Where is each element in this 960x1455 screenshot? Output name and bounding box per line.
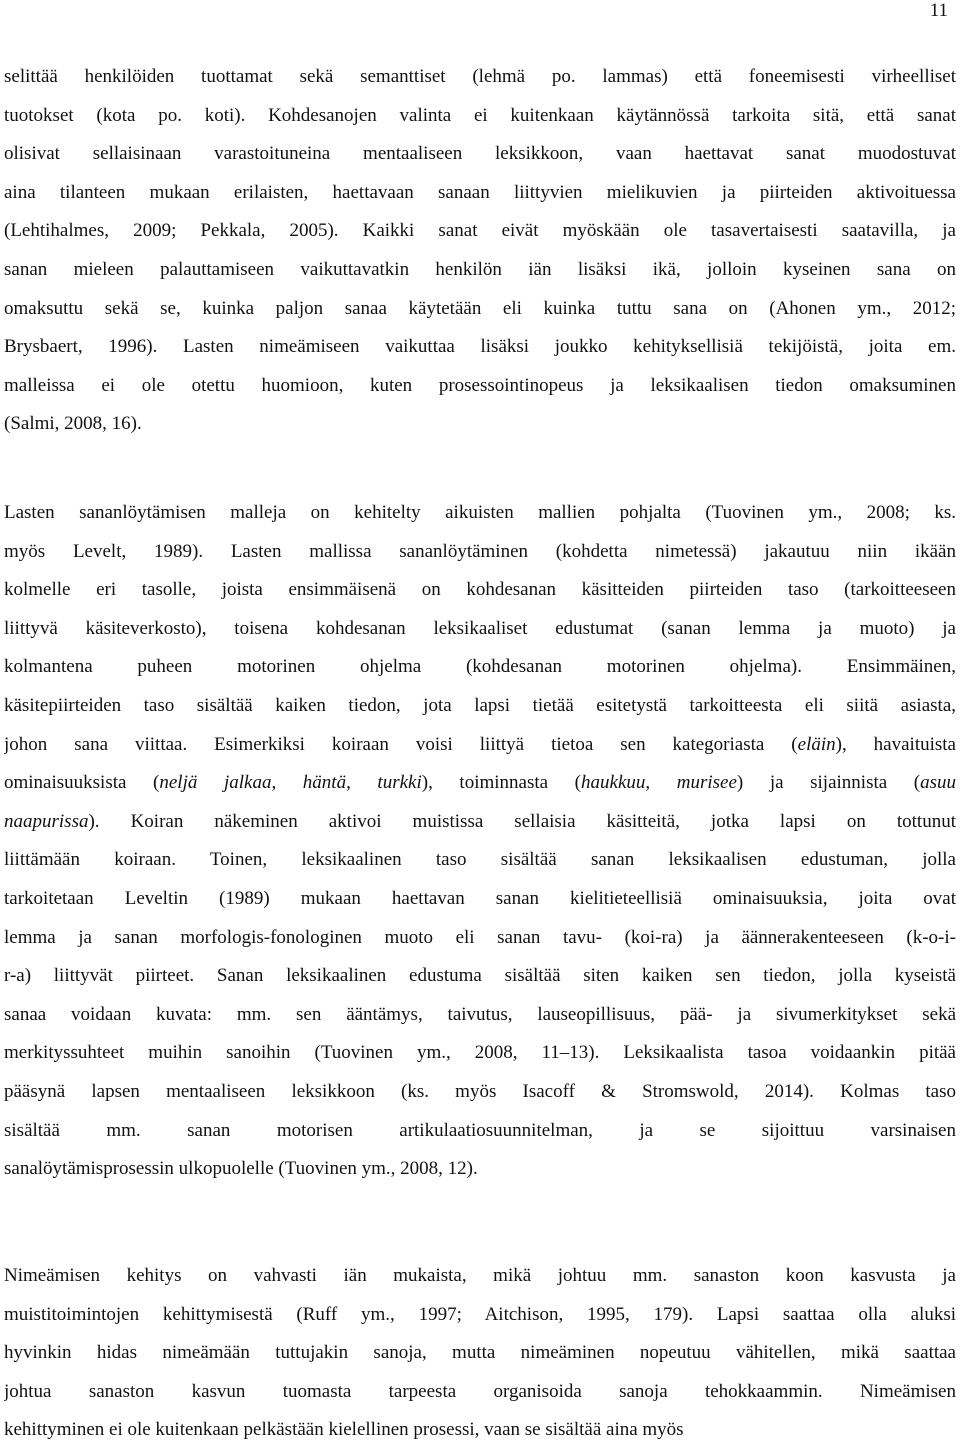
text-segment: r-a) liittyvät piirteet. Sanan leksikaalinen edustuma sisältää siten kaiken sen tiedon, jolla kyseistä <box>4 965 956 987</box>
text-line <box>4 1112 956 1151</box>
text-segment: johon sana viittaa. Esimerkiksi koiraan voisi liittyä tietoa sen kategoriasta ( <box>4 733 798 755</box>
text-line <box>4 1373 956 1412</box>
text-segment: myös Levelt, 1989). Lasten mallissa sananlöytäminen (kohdetta nimetessä) jakautuu niin ikään <box>4 540 956 562</box>
text-line <box>4 367 956 406</box>
italic-text: neljä jalkaa, häntä, turkki <box>159 772 422 794</box>
text-segment: Lasten sananlöytämisen malleja on kehitelty aikuisten mallien pohjalta (Tuovinen ym., 2008; ks. <box>4 502 956 523</box>
italic-text: eläin <box>797 733 836 755</box>
text-segment: muistitoimintojen kehittymisestä (Ruff ym., 1997; Aitchison, 1995, 179). Lapsi saattaa olla aluksi <box>4 1303 956 1325</box>
text-line <box>4 1073 956 1112</box>
text-line <box>4 957 956 996</box>
text-segment: kolmelle eri tasolle, joista ensimmäisenä on kohdesanan käsitteiden piirteiden taso (tarkoitteeseen <box>4 579 956 601</box>
text-segment: ), havaituista <box>835 733 956 755</box>
text-segment: selittää henkilöiden tuottamat sekä semanttiset (lehmä po. lammas) että foneemisesti virheelliset <box>4 66 956 87</box>
text-segment: Nimeämisen kehitys on vahvasti iän mukaista, mikä johtuu mm. sanaston koon kasvusta ja <box>4 1265 956 1286</box>
text-line <box>4 841 956 880</box>
text-line <box>4 687 956 726</box>
text-line <box>4 803 956 842</box>
text-segment: käsitepiirteiden taso sisältää kaiken tiedon, jota lapsi tietää esitetystä tarkoitteesta eli siitä asiasta, <box>4 694 956 716</box>
text-segment: sanalöytämisprosessin ulkopuolelle (Tuovinen ym., 2008, 12). <box>4 1158 478 1180</box>
text-segment: ) ja sijainnista ( <box>736 772 921 794</box>
text-line <box>4 174 956 213</box>
text-line <box>4 919 956 958</box>
text-segment: olisivat sellaisinaan varastoituneina mentaaliseen leksikkoon, vaan haettavat sanat muodostuvat <box>4 143 956 165</box>
text-segment: Brysbaert, 1996). Lasten nimeämiseen vaikuttaa lisäksi joukko kehityksellisiä tekijöistä, joita em. <box>4 336 956 358</box>
text-line <box>4 1150 956 1189</box>
text-segment: sanan mieleen palauttamiseen vaikuttavatkin henkilön iän lisäksi ikä, jolloin kyseinen sana on <box>4 258 956 280</box>
text-line <box>4 571 956 610</box>
text-segment: merkityssuhteet muihin sanoihin (Tuovinen ym., 2008, 11–13). Leksikaalista tasoa voidaankin pitää <box>4 1042 956 1064</box>
text-segment: johtua sanaston kasvun tuomasta tarpeesta organisoida sanoja tehokkaammin. Nimeämisen <box>4 1380 956 1402</box>
italic-text: haukkuu <box>581 772 646 794</box>
text-segment: ), toiminnasta ( <box>421 772 582 794</box>
text-segment: , <box>645 772 677 794</box>
text-segment: pääsynä lapsen mentaaliseen leksikkoon (ks. myös Isacoff & Stromswold, 2014). Kolmas taso <box>4 1080 956 1102</box>
paragraph-3 <box>4 1257 956 1450</box>
text-line <box>4 290 956 329</box>
text-segment: tarkoitetaan Leveltin (1989) mukaan haettavan sanan kielitieteellisiä ominaisuuksia, joita ovat <box>4 887 956 909</box>
text-segment: kolmantena puheen motorinen ohjelma (kohdesanan motorinen ohjelma). Ensimmäinen, <box>4 656 956 678</box>
text-segment: liittämään koiraan. Toinen, leksikaalinen taso sisältää sanan leksikaalisen edustuman, jolla <box>4 849 956 871</box>
text-segment: malleissa ei ole otettu huomioon, kuten prosessointinopeus ja leksikaalisen tiedon omaksuminen <box>4 374 956 396</box>
italic-text: murisee <box>676 772 737 794</box>
text-line <box>4 212 956 251</box>
page-number: 11 <box>929 0 948 21</box>
text-line <box>4 1257 956 1296</box>
text-segment: omaksuttu sekä se, kuinka paljon sanaa käytetään eli kuinka tuttu sana on (Ahonen ym., 2012; <box>4 297 956 319</box>
text-segment: lemma ja sanan morfologis-fonologinen muoto eli sanan tavu- (koi-ra) ja äännerakenteeseen (k-o-i- <box>4 926 956 948</box>
italic-text: asuu <box>920 772 956 794</box>
text-line <box>4 328 956 367</box>
text-line <box>4 764 956 803</box>
text-segment: ). Koiran näkeminen aktivoi muistissa sellaisia käsitteitä, jotka lapsi on tottunut <box>88 810 956 832</box>
text-line <box>4 533 956 572</box>
text-line <box>4 880 956 919</box>
text-line <box>4 610 956 649</box>
text-segment: kehittyminen ei ole kuitenkaan pelkästään kielellinen prosessi, vaan se sisältää aina myös <box>4 1419 684 1441</box>
text-line <box>4 135 956 174</box>
text-line <box>4 1334 956 1373</box>
text-line <box>4 996 956 1035</box>
text-segment: sanaa voidaan kuvata: mm. sen ääntämys, taivutus, lauseopillisuus, pää- ja sivumerkitykset sekä <box>4 1003 956 1025</box>
text-segment: aina tilanteen mukaan erilaisten, haettavaan sanaan liittyvien mielikuvien ja piirteiden aktivoituessa <box>4 181 956 203</box>
text-line <box>4 1411 956 1450</box>
text-line <box>4 97 956 136</box>
paragraph-2 <box>4 494 956 1189</box>
text-segment: ominaisuuksista ( <box>4 772 160 794</box>
text-segment: (Salmi, 2008, 16). <box>4 413 142 435</box>
text-line <box>4 726 956 765</box>
text-line <box>4 1296 956 1335</box>
text-segment: tuotokset (kota po. koti). Kohdesanojen valinta ei kuitenkaan käytännössä tarkoita sitä, että sanat <box>4 104 956 126</box>
text-segment: sisältää mm. sanan motorisen artikulaatiosuunnitelman, ja se sijoittuu varsinaisen <box>4 1119 956 1141</box>
text-segment: liittyvä käsiteverkosto), toisena kohdesanan leksikaaliset edustumat (sanan lemma ja muoto) ja <box>4 617 956 639</box>
text-line <box>4 494 956 533</box>
text-line <box>4 251 956 290</box>
italic-text: naapurissa <box>4 810 89 832</box>
text-line <box>4 1034 956 1073</box>
text-segment: (Lehtihalmes, 2009; Pekkala, 2005). Kaikki sanat eivät myöskään ole tasavertaisesti saatavilla, ja <box>4 220 956 242</box>
text-segment: hyvinkin hidas nimeämään tuttujakin sanoja, mutta nimeäminen nopeutuu vähitellen, mikä saattaa <box>4 1342 956 1364</box>
text-line <box>4 58 956 97</box>
text-line <box>4 648 956 687</box>
text-line <box>4 405 956 444</box>
paragraph-1 <box>4 58 956 444</box>
